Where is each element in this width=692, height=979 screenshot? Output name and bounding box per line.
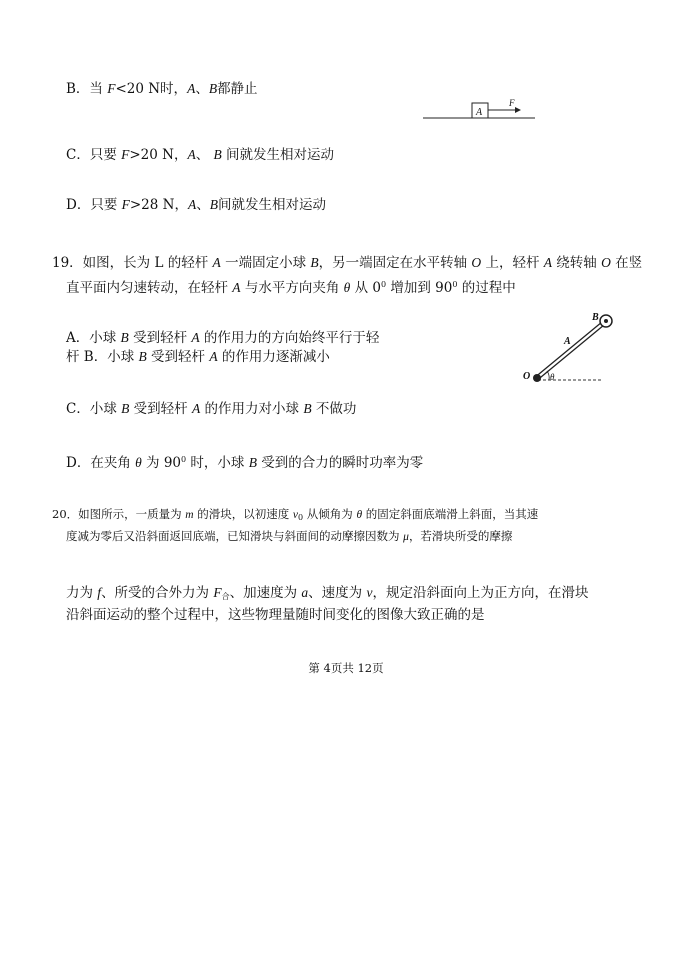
q19-stem-line-2: 直平面内匀速转动，在轻杆 A 与水平方向夹角 θ 从 $0^0$ 增加到 $90^0$ 的过程中 xyxy=(66,280,516,296)
q19-stem-line-1: 19．如图，长为 L 的轻杆 A 一端固定小球 B，另一端固定在水平转轴 O 上，轻杆 A 绕转轴 O 在竖 xyxy=(52,255,643,271)
q18-option-d: D．只要 F>28 N，A、B间就发生相对运动 xyxy=(66,197,326,213)
angle-theta-label: θ xyxy=(550,372,555,382)
q20-stem-line-3: 力为 f、所受的合外力为 $F_合$、加速度为 a、速度为 v，规定沿斜面向上为正方向，在滑块 xyxy=(66,585,589,601)
q18-option-b: B．当 F<20 N时，A、B都静止 xyxy=(66,81,258,97)
ball-b-label: B xyxy=(592,312,599,323)
q20-stem-line-2: 度减为零后又沿斜面返回底端，已知滑块与斜面间的动摩擦因数为 μ，若滑块所受的摩擦 xyxy=(66,529,513,543)
q19-rod-figure xyxy=(520,308,630,388)
force-f-label: F xyxy=(509,98,515,108)
q18-block-figure xyxy=(420,96,550,126)
q19-option-c: C．小球 B 受到轻杆 A 的作用力对小球 B 不做功 xyxy=(66,401,357,417)
page-number-footer: 第 4页共 12页 xyxy=(308,661,384,675)
q19-option-b: 杆 B．小球 B 受到轻杆 A 的作用力逐渐减小 xyxy=(66,349,330,365)
q18-option-c: C．只要 F>20 N，A、 B 间就发生相对运动 xyxy=(66,147,335,163)
q19-option-a: A．小球 B 受到轻杆 A 的作用力的方向始终平行于轻 xyxy=(66,330,380,346)
q20-stem-line-4: 沿斜面运动的整个过程中，这些物理量随时间变化的图像大致正确的是 xyxy=(66,607,485,623)
q20-stem-line-1: 20．如图所示，一质量为 m 的滑块，以初速度 $v_0$ 从倾角为 θ 的固定斜面底端滑上斜面，当其速 xyxy=(52,507,539,522)
pivot-o-label: O xyxy=(523,371,531,382)
rod-a-label: A xyxy=(564,336,571,347)
q19-option-d: D．在夹角 θ 为 $90^0$ 时，小球 B 受到的合力的瞬时功率为零 xyxy=(66,455,424,471)
block-a-label: A xyxy=(476,107,483,118)
